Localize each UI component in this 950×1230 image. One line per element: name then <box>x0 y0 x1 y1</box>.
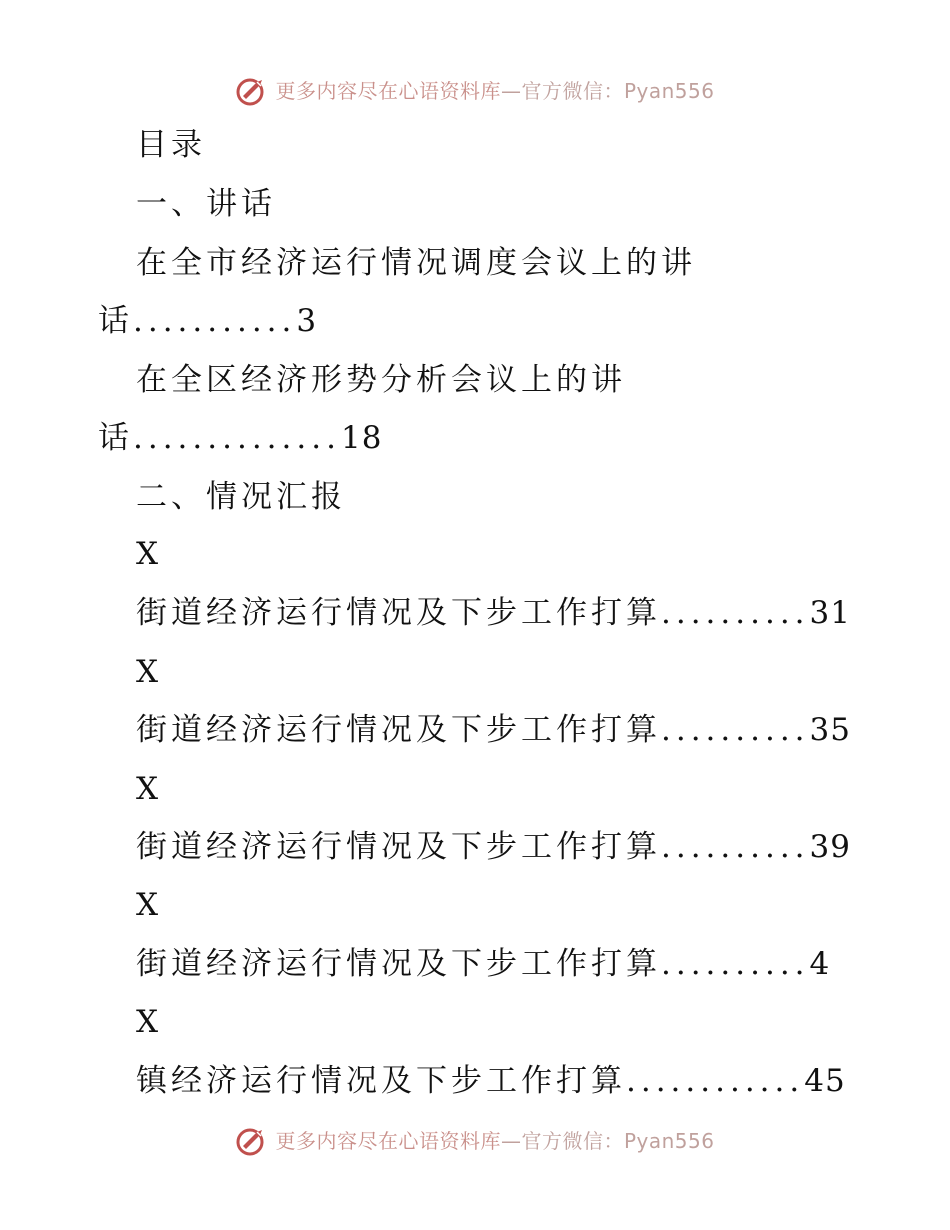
pen-logo-icon <box>235 1124 269 1158</box>
toc-item-entry <box>136 708 851 752</box>
toc-item-page: 35 <box>809 712 851 748</box>
toc-item-entry <box>136 591 851 635</box>
pen-logo-icon <box>235 74 269 108</box>
toc-item-entry <box>136 1059 846 1103</box>
toc-item-page: 31 <box>809 595 851 631</box>
toc-entry-2-leaders: .............. <box>133 420 341 456</box>
toc-item-page: 4 <box>809 946 831 982</box>
toc-item-leaders: .......... <box>661 946 810 982</box>
toc-entry-1-tail: 话 <box>98 303 133 339</box>
toc-entry-2-tail: 话 <box>98 420 133 456</box>
toc-entry-1-continuation <box>98 299 317 343</box>
watermark-sub-text: —官方微信：Pyan556 <box>500 79 715 103</box>
watermark-main-text: 更多内容尽在心语资料库 <box>275 1129 501 1153</box>
watermark-sub-text: —官方微信：Pyan556 <box>500 1129 715 1153</box>
watermark-main-text: 更多内容尽在心语资料库 <box>275 79 501 103</box>
toc-item-title: 镇经济运行情况及下步工作打算 <box>136 1063 626 1099</box>
toc-item-prefix: X <box>136 536 159 572</box>
toc-item-leaders: ............ <box>626 1063 805 1099</box>
toc-entry-1-page: 3 <box>296 303 318 339</box>
toc-entry-1-title: 在全市经济运行情况调度会议上的讲 <box>136 245 696 281</box>
toc-item-entry <box>136 942 830 986</box>
section-heading-reports: 二、情况汇报 <box>136 479 346 515</box>
header-watermark <box>0 74 950 108</box>
toc-entry-2-title: 在全区经济形势分析会议上的讲 <box>136 362 626 398</box>
toc-item-leaders: .......... <box>661 712 810 748</box>
toc-item-title: 街道经济运行情况及下步工作打算 <box>136 829 661 865</box>
toc-item-title: 街道经济运行情况及下步工作打算 <box>136 946 661 982</box>
toc-entry-2-page: 18 <box>340 420 383 456</box>
toc-item-prefix: X <box>136 771 159 807</box>
toc-item-page: 39 <box>809 829 851 865</box>
toc-item-prefix: X <box>136 887 159 923</box>
toc-item-prefix: X <box>136 654 159 690</box>
toc-item-page: 45 <box>804 1063 846 1099</box>
toc-item-title: 街道经济运行情况及下步工作打算 <box>136 595 661 631</box>
toc-item-prefix: X <box>136 1004 159 1040</box>
toc-item-leaders: .......... <box>661 829 810 865</box>
toc-entry-2-continuation <box>98 416 382 460</box>
toc-item-title: 街道经济运行情况及下步工作打算 <box>136 712 661 748</box>
toc-entry-1-leaders: ........... <box>133 303 297 339</box>
toc-item-entry <box>136 825 851 869</box>
toc-item-leaders: .......... <box>661 595 810 631</box>
section-heading-speeches: 一、讲话 <box>136 186 276 222</box>
toc-heading: 目录 <box>136 127 206 163</box>
footer-watermark <box>0 1124 950 1158</box>
